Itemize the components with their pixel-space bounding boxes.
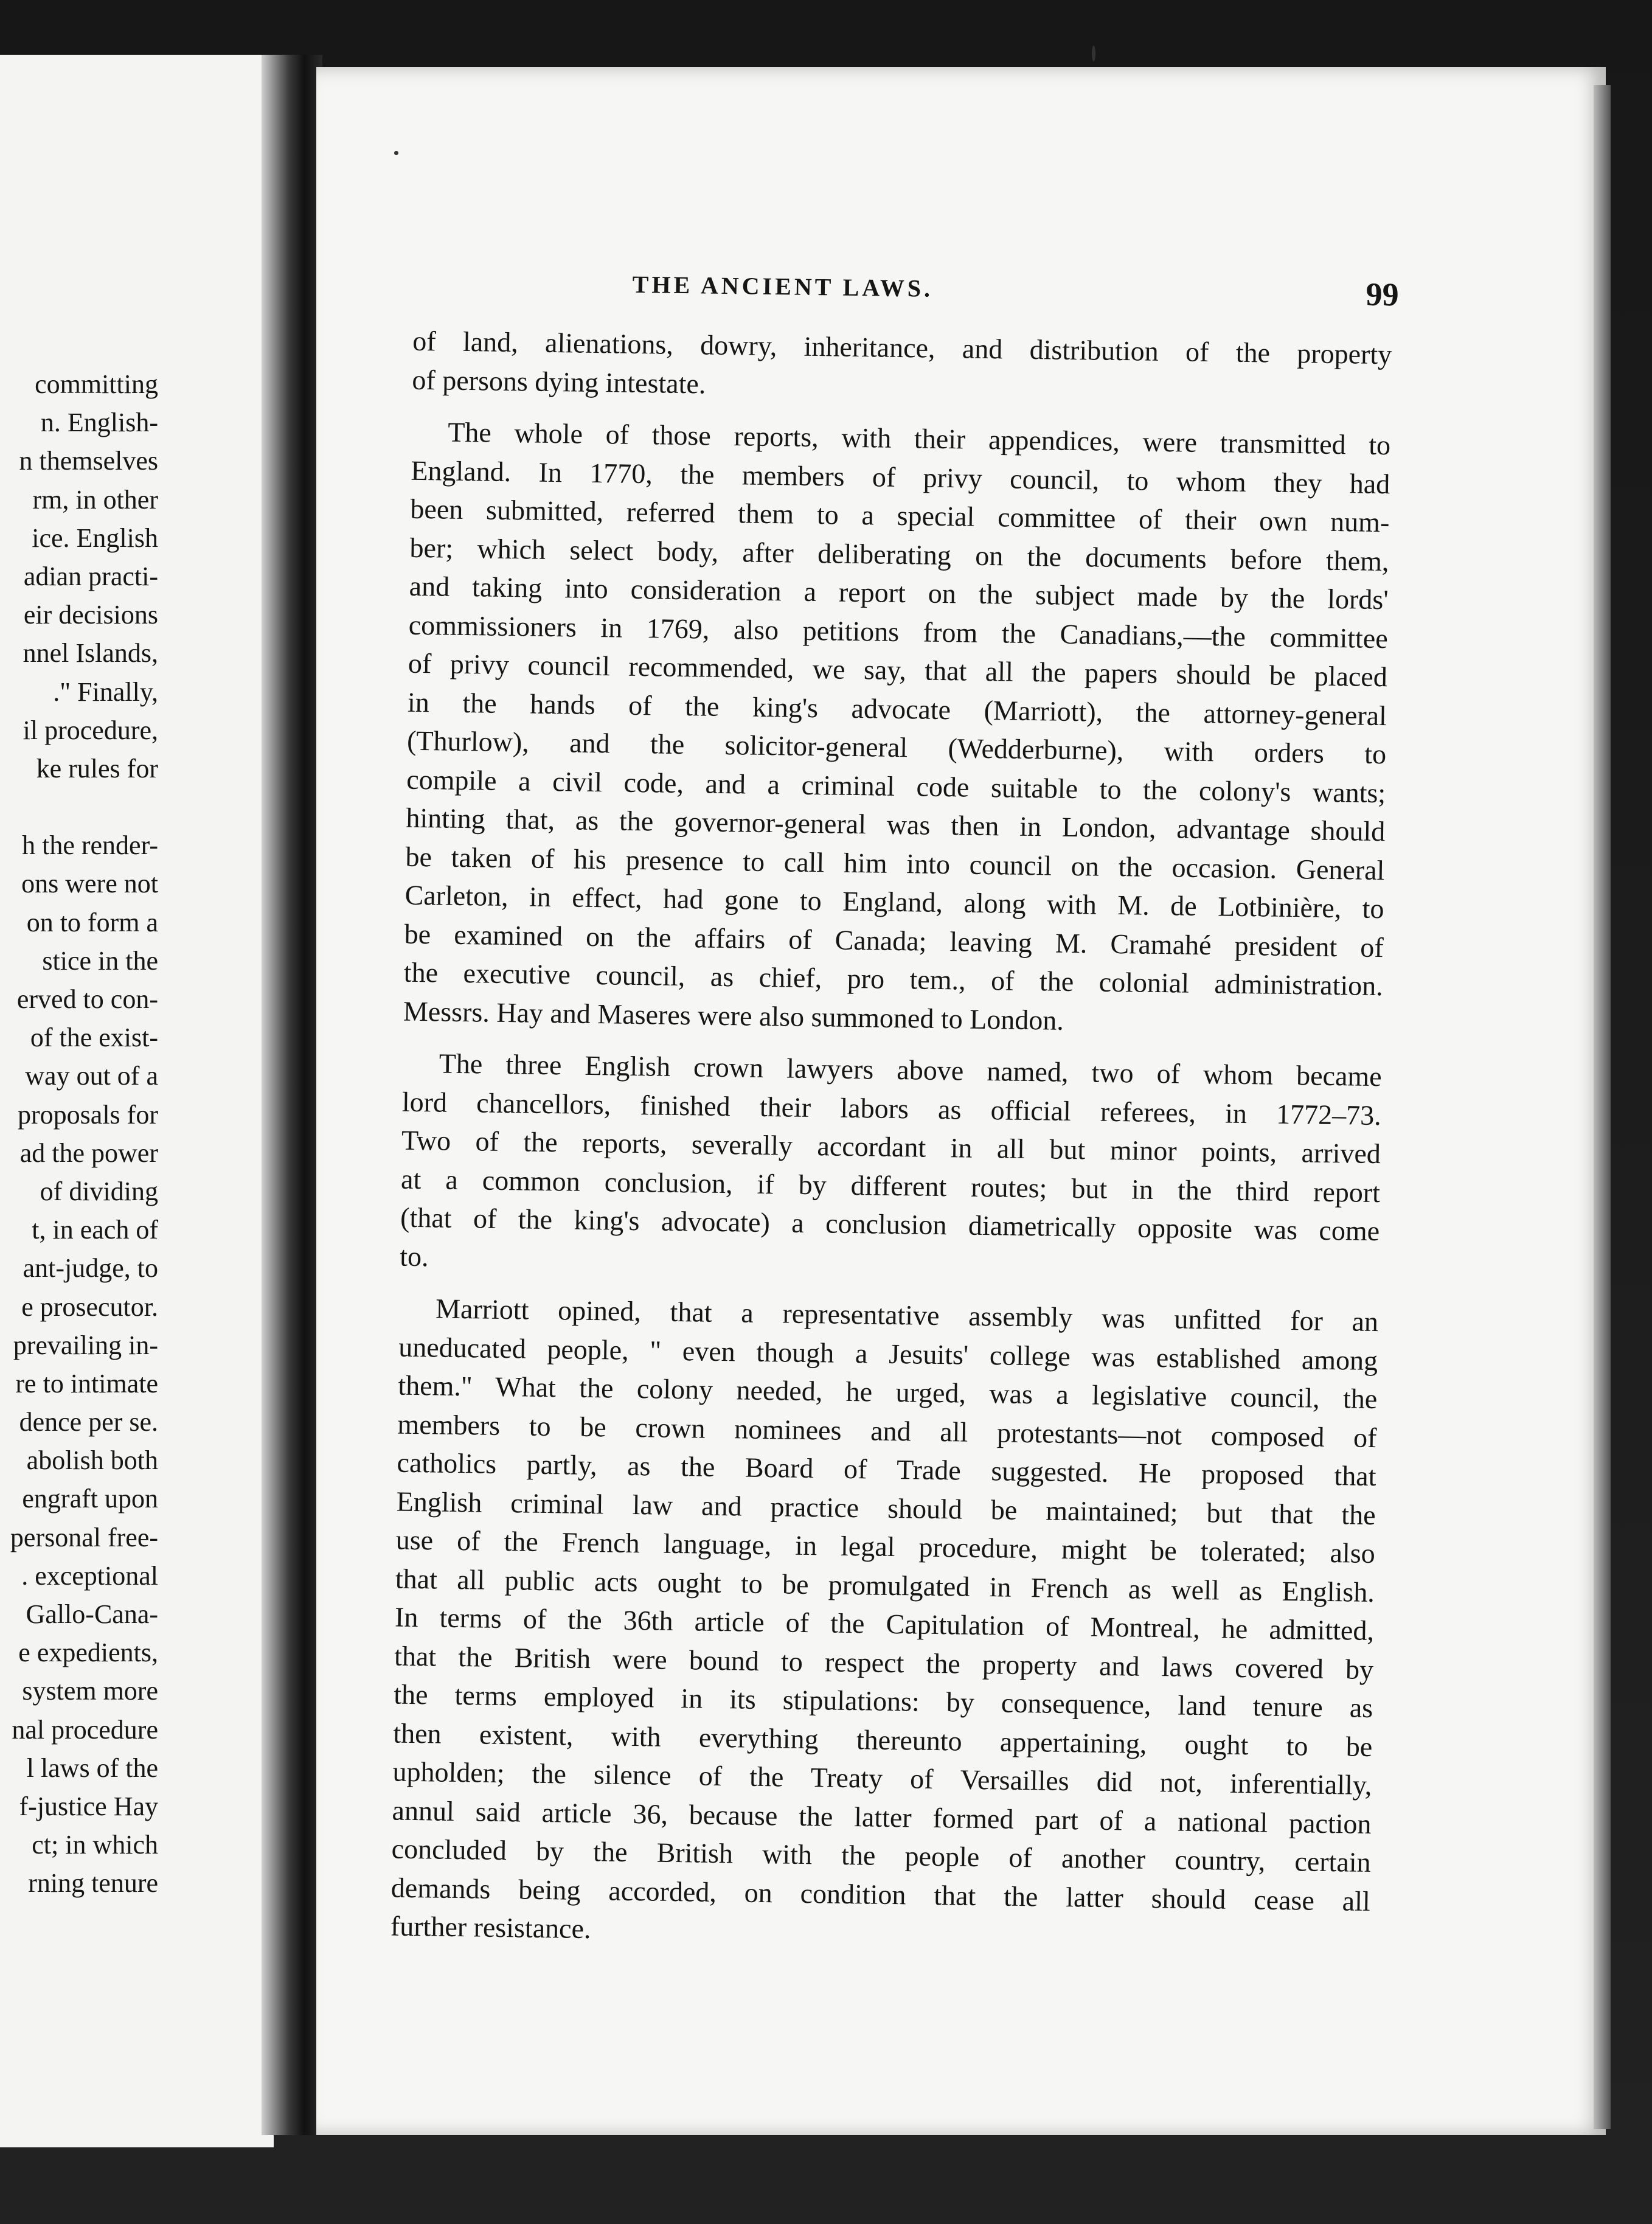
- text-line: of privy council recommended, we say, that all the papers should be placed: [408, 647, 1388, 693]
- text-line: of land, alienations, dowry, inheritance, and distribution of the property: [412, 325, 1392, 370]
- text-line: upholden; the silence of the Treaty of Versailles did not, inferentially,: [392, 1756, 1372, 1801]
- facing-page-left: [0, 55, 274, 2147]
- text-line: to.: [400, 1240, 429, 1272]
- left-page-fragment: erved to con-: [16, 984, 158, 1014]
- book-gutter: [262, 55, 322, 2135]
- left-page-fragment: e prosecutor.: [21, 1291, 158, 1322]
- left-page-fragment: l laws of the: [26, 1753, 158, 1783]
- scan-speck: [394, 151, 398, 155]
- left-page-fragment: committing: [35, 369, 158, 399]
- text-line: ber; which select body, after deliberating on the documents before them,: [409, 532, 1389, 577]
- text-line: Messrs. Hay and Maseres were also summoned to London.: [403, 995, 1064, 1036]
- left-page-text-fragments: [0, 365, 158, 1903]
- paragraph: [403, 412, 1391, 1044]
- text-line: the terms employed in its stipulations: by consequence, land tenure as: [393, 1678, 1373, 1724]
- text-line: England. In 1770, the members of privy council, to whom they had: [411, 454, 1390, 499]
- text-line: use of the French language, in legal procedure, might be tolerated; also: [395, 1524, 1376, 1569]
- scan-speck: [1092, 46, 1095, 61]
- text-line: demands being accorded, on condition that the latter should cease all: [390, 1872, 1371, 1917]
- left-page-fragment: stice in the: [42, 945, 158, 976]
- left-page-fragment: Gallo-Cana-: [26, 1599, 158, 1629]
- left-page-fragment: abolish both: [26, 1445, 158, 1476]
- running-head-title: THE ANCIENT LAWS.: [632, 270, 934, 302]
- paragraph: [390, 1289, 1379, 1959]
- left-page-fragment: [0, 788, 158, 826]
- left-page-fragment: adian practi-: [23, 561, 158, 591]
- left-page-fragment: ." Finally,: [53, 676, 158, 707]
- left-page-fragment: personal free-: [10, 1522, 158, 1552]
- text-line: The three English crown lawyers above named, two of whom became: [439, 1048, 1383, 1093]
- page-text: [390, 267, 1400, 1959]
- text-line: of persons dying intestate.: [412, 364, 706, 399]
- page-edge-shadow: [1594, 85, 1611, 2129]
- left-page-fragment: h the render-: [22, 830, 158, 861]
- text-line: been submitted, referred them to a special committee of their own num-: [410, 493, 1390, 538]
- left-page-fragment: dence per se.: [19, 1407, 158, 1437]
- text-line: annul said article 36, because the latter formed part of a national paction: [392, 1795, 1372, 1840]
- left-page-fragment: rning tenure: [28, 1868, 158, 1899]
- text-line: hinting that, as the governor-general was then in London, advantage should: [406, 802, 1386, 847]
- left-page-fragment: ct; in which: [32, 1830, 158, 1860]
- left-page-fragment: ant-judge, to: [23, 1253, 158, 1284]
- text-line: (Thurlow), and the solicitor-general (Wedderburne), with orders to: [406, 725, 1387, 770]
- left-page-fragment: t, in each of: [32, 1215, 158, 1245]
- left-page-fragment: engraft upon: [22, 1484, 158, 1514]
- text-line: catholics partly, as the Board of Trade suggested. He proposed that: [397, 1447, 1376, 1492]
- left-page-fragment: nnel Islands,: [23, 638, 158, 669]
- left-page-fragment: ad the power: [19, 1138, 158, 1168]
- left-page-fragment: e expedients,: [18, 1638, 158, 1668]
- text-line: in the hands of the king's advocate (Marriott), the attorney-general: [407, 686, 1387, 731]
- text-line: concluded by the British with the people of another country, certain: [391, 1833, 1371, 1878]
- text-line: uneducated people, " even though a Jesuits' college was established among: [398, 1331, 1378, 1376]
- text-line: further resistance.: [390, 1910, 591, 1945]
- text-line: be taken of his presence to call him into council on the occasion. General: [405, 841, 1385, 886]
- text-line: members to be crown nominees and all protestants—not composed of: [397, 1408, 1377, 1453]
- left-page-fragment: f-justice Hay: [19, 1791, 158, 1821]
- left-page-fragment: rm, in other: [32, 484, 158, 515]
- left-page-fragment: of the exist-: [30, 1023, 158, 1053]
- left-page-fragment: ice. English: [32, 523, 158, 553]
- left-page-fragment: of dividing: [40, 1176, 158, 1206]
- left-page-fragment: re to intimate: [15, 1368, 158, 1399]
- left-page-fragment: ons were not: [21, 869, 158, 899]
- text-line: The whole of those reports, with their appendices, were transmitted to: [447, 416, 1391, 461]
- left-page-fragment: . exceptional: [21, 1560, 158, 1591]
- text-line: commissioners in 1769, also petitions from the Canadians,—the committee: [408, 609, 1389, 654]
- text-line: them." What the colony needed, he urged, was a legislative council, the: [398, 1369, 1378, 1415]
- left-page-fragment: n. English-: [40, 408, 158, 438]
- text-line: be examined on the affairs of Canada; leaving M. Cramahé president of: [404, 918, 1384, 963]
- text-line: that all public acts ought to be promulgated in French as well as English.: [395, 1563, 1375, 1608]
- left-page-fragment: system more: [22, 1676, 158, 1706]
- text-line: In terms of the 36th article of the Capitulation of Montreal, he admitted,: [394, 1601, 1375, 1647]
- page-number: 99: [1366, 276, 1400, 313]
- text-line: lord chancellors, finished their labors as official referees, in 1772–73.: [401, 1086, 1382, 1131]
- left-page-fragment: eir decisions: [23, 600, 158, 630]
- left-page-fragment: on to form a: [26, 907, 158, 937]
- body-text: [390, 322, 1392, 1959]
- text-line: (that of the king's advocate) a conclusion diametrically opposite was come: [400, 1201, 1380, 1247]
- paragraph: [400, 1044, 1382, 1289]
- left-page-fragment: nal procedure: [12, 1714, 158, 1745]
- left-page-fragment: ke rules for: [36, 753, 158, 784]
- text-line: English criminal law and practice should be maintained; but that the: [396, 1486, 1376, 1531]
- left-page-fragment: way out of a: [25, 1061, 158, 1091]
- text-line: Two of the reports, severally accordant in all but minor points, arrived: [401, 1124, 1381, 1170]
- text-line: the executive council, as chief, pro tem., of the colonial administration.: [403, 956, 1384, 1002]
- text-line: and taking into consideration a report on the subject made by the lords': [409, 570, 1389, 616]
- text-line: compile a civil code, and a criminal code suitable to the colony's wants;: [406, 763, 1386, 808]
- left-page-fragment: prevailing in-: [13, 1330, 158, 1360]
- text-line: that the British were bound to respect the property and laws covered by: [394, 1640, 1374, 1685]
- left-page-fragment: il procedure,: [23, 715, 158, 745]
- left-page-fragment: n themselves: [19, 446, 158, 476]
- paragraph: [412, 322, 1392, 412]
- text-line: then existent, with everything thereunto appertaining, ought to be: [393, 1717, 1373, 1762]
- text-line: at a common conclusion, if by different routes; but in the third report: [400, 1163, 1381, 1208]
- text-line: Marriott opined, that a representative assembly was unfitted for an: [435, 1293, 1379, 1338]
- text-line: Carleton, in effect, had gone to England, along with M. de Lotbinière, to: [404, 879, 1384, 925]
- left-page-fragment: proposals for: [18, 1099, 158, 1130]
